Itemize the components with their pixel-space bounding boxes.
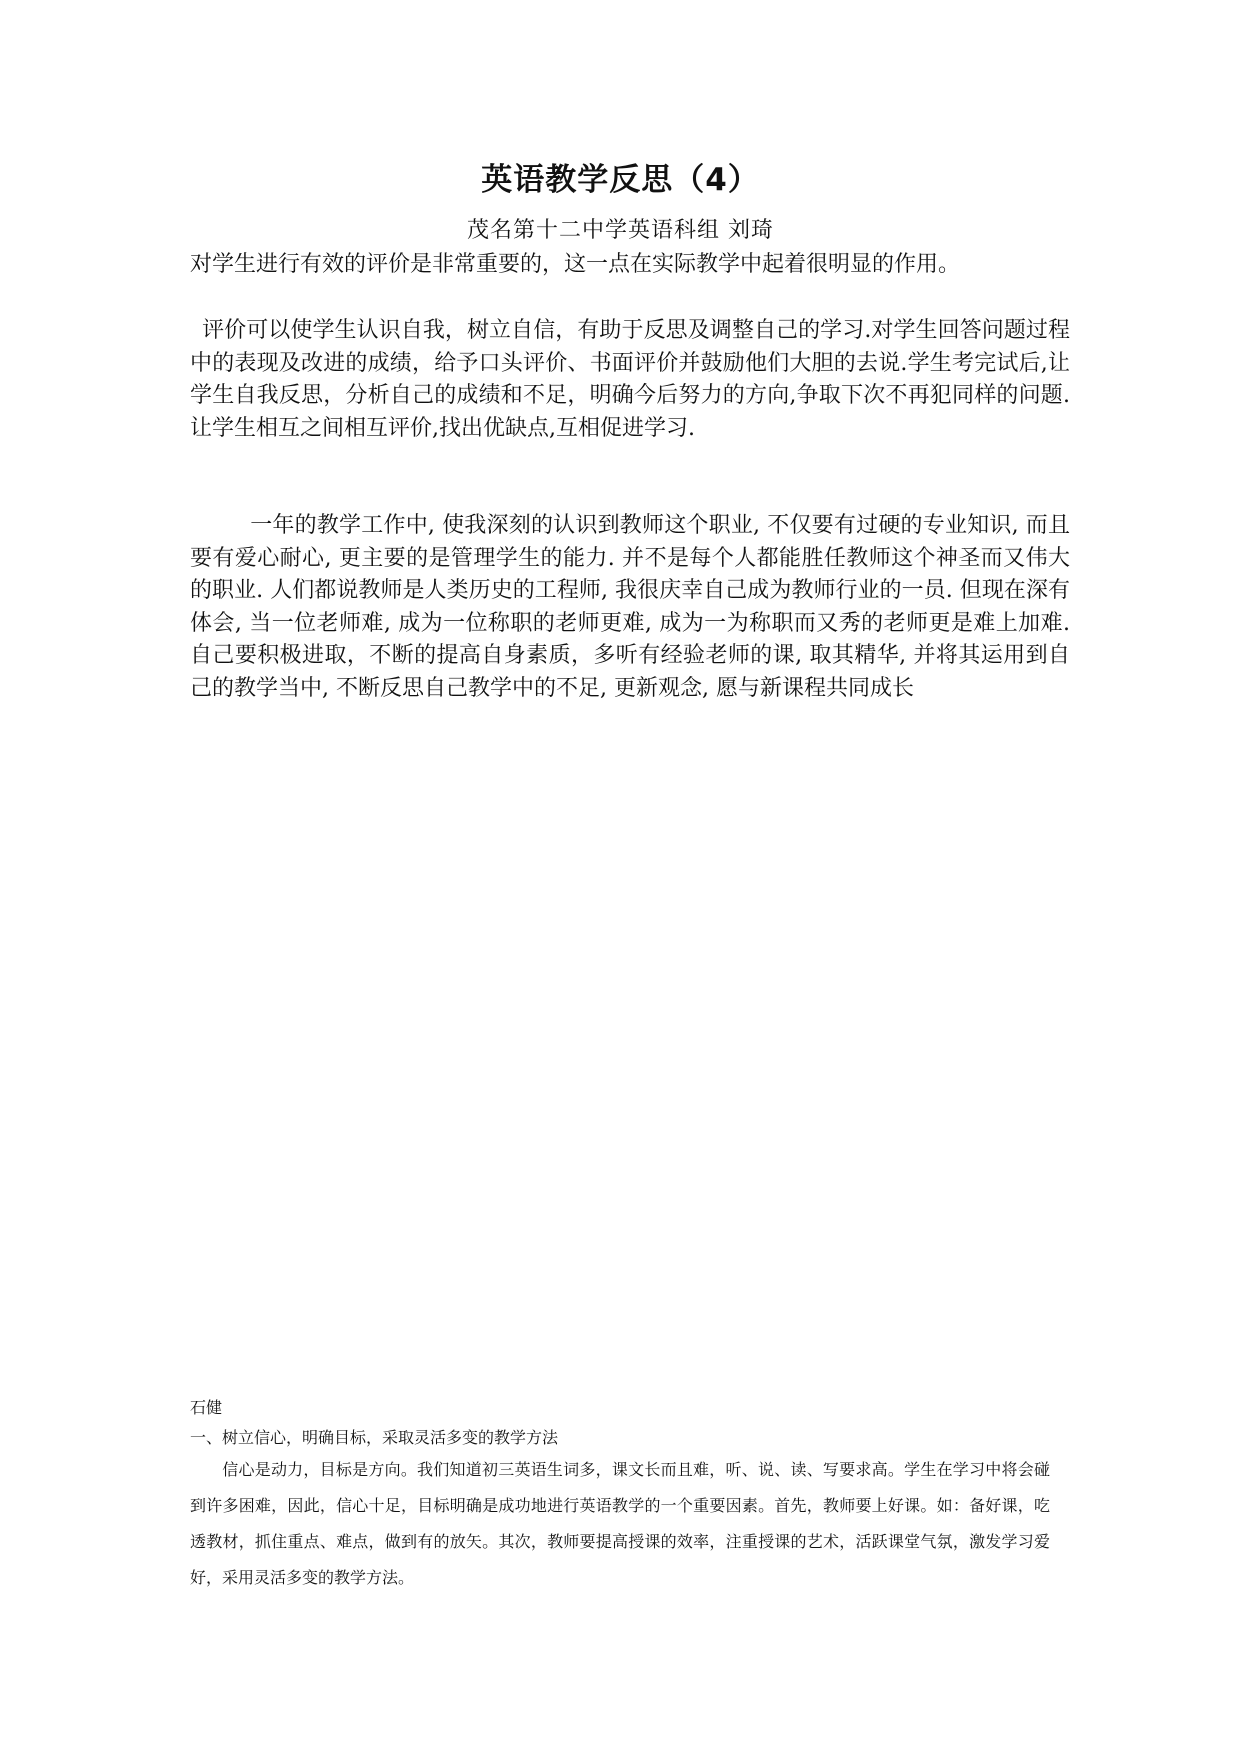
author-line: 茂名第十二中学英语科组 刘琦 <box>467 218 774 243</box>
paragraph-3 <box>190 510 1070 705</box>
paragraph-1 <box>190 249 1070 282</box>
appendix-heading: 一、树立信心，明确目标，采取灵活多变的教学方法 <box>190 1428 559 1447</box>
paragraph-2 <box>190 315 1070 445</box>
page-title: 英语教学反思（4） <box>481 162 760 198</box>
appendix-author: 石健 <box>190 1398 223 1417</box>
paragraph-2-text: 评价可以使学生认识自我，树立自信，有助于反思及调整自己的学习.对学生回答问题过程中的表现及改进的成绩，给予口头评价、书面评价并鼓励他们大胆的去说.学生考完试后,让学生自我反思，分析自己的成绩和不足，明确今后努力的方向,争取下次不再犯同样的问题.让学生相互之间相互评价,找出优缺点,互相促进学习. <box>190 318 1070 441</box>
paragraph-3-text: 一年的教学工作中, 使我深刻的认识到教师这个职业, 不仅要有过硬的专业知识, 而且要有爱心耐心, 更主要的是管理学生的能力. 并不是每个人都能胜任教师这个神圣而又伟大的职业. 人们都说教师是人类历史的工程师, 我很庆幸自己成为教师行业的一员. 但现在深有体会, 当一位老师难, 成为一位称职的老师更难, 成为一为称职而又秀的老师更是难上加难. 自己要积极进取，不断的提高自身素质，多听有经验老师的课, 取其精华, 并将其运用到自己的教学当中, 不断反思自己教学中的不足, 更新观念, 愿与新课程共同成长 <box>190 513 1070 701</box>
appendix-paragraph-text: 信心是动力，目标是方向。我们知道初三英语生词多，课文长而且难，听、说、读、写要求高。学生在学习中将会碰到许多困难，因此，信心十足，目标明确是成功地进行英语教学的一个重要因素。首先，教师要上好课。如：备好课，吃透教材，抓住重点、难点，做到有的放矢。其次，教师要提高授课的效率，注重授课的艺术，活跃课堂气氛，激发学习爱好，采用灵活多变的教学方法。 <box>190 1460 1050 1587</box>
paragraph-1-text: 对学生进行有效的评价是非常重要的，这一点在实际教学中起着很明显的作用。 <box>190 252 961 277</box>
appendix-paragraph <box>190 1452 1050 1596</box>
